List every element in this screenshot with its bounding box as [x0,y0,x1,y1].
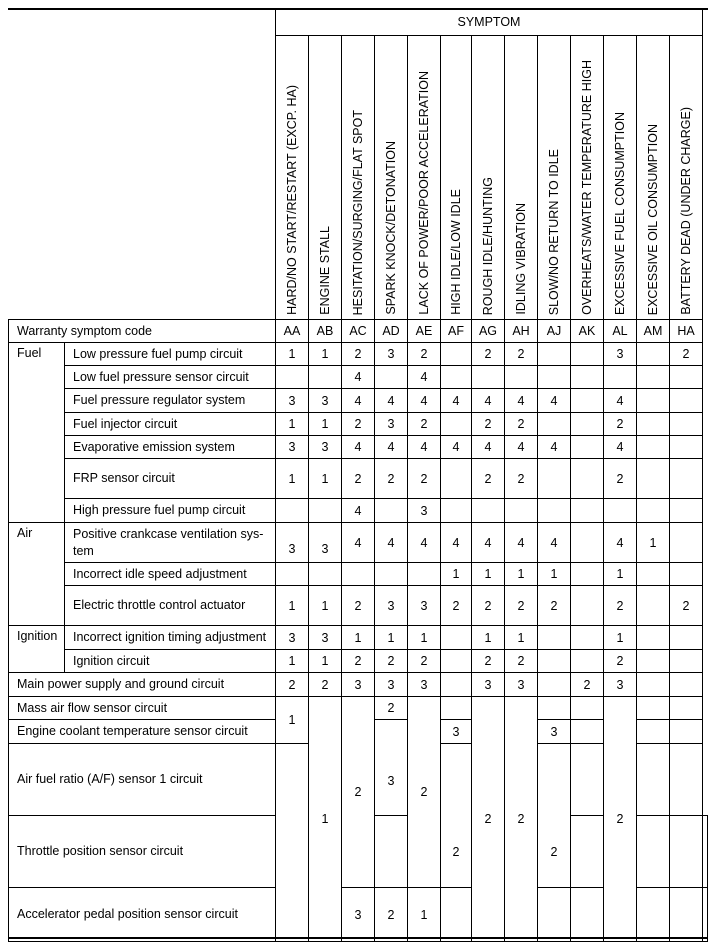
value-cell: 4 [408,436,441,459]
value-cell [375,499,408,523]
value-cell [703,888,708,942]
value-cell: 1 [309,343,342,366]
value-cell: 4 [342,436,375,459]
value-cell: 3 [375,343,408,366]
table-row [9,499,708,523]
value-cell [670,673,703,697]
value-cell: 3 [604,673,637,697]
value-cell: 2 [408,650,441,673]
value-cell: 2 [538,744,571,888]
value-cell: 3 [441,720,472,744]
symptom-name: EXCESSIVE FUEL CONSUMPTION [613,111,627,315]
value-cell: 2 [408,413,441,436]
value-cell [703,816,708,888]
category-fuel: Fuel [9,343,65,523]
value-cell: 1 [637,523,670,563]
value-cell: 4 [472,389,505,413]
row-label: Fuel injector circuit [65,413,276,436]
value-cell: 1 [309,697,342,942]
value-cell: 2 [505,459,538,499]
value-cell [571,499,604,523]
warranty-code: AD [375,320,408,343]
table-row [9,389,708,413]
value-cell: 2 [375,650,408,673]
warranty-code: AH [505,320,538,343]
value-cell: 4 [441,436,472,459]
value-cell [637,888,670,942]
value-cell [571,720,604,744]
value-cell: 2 [604,459,637,499]
symptom-column-header [408,36,441,320]
value-cell: 1 [276,413,309,436]
value-cell: 2 [472,586,505,626]
value-cell: 2 [441,586,472,626]
value-cell: 2 [472,650,505,673]
value-cell: 3 [309,626,342,650]
row-label: Air fuel ratio (A/F) sensor 1 circuit [9,744,276,816]
bottom-rule [8,937,708,939]
value-cell [670,626,703,650]
symptom-column-header [342,36,375,320]
warranty-code: AB [309,320,342,343]
value-cell [670,389,703,413]
value-cell [538,459,571,499]
category-ignition: Ignition [9,626,65,673]
row-label: High pressure fuel pump circuit [65,499,276,523]
warranty-code: AA [276,320,309,343]
value-cell [375,366,408,389]
value-cell: 2 [408,697,441,888]
value-cell [637,499,670,523]
value-cell: 2 [505,413,538,436]
symptom-column-header [505,36,538,320]
category-air: Air [9,523,65,626]
symptom-column-header [538,36,571,320]
value-cell [571,343,604,366]
value-cell: 1 [309,586,342,626]
table-row [9,343,708,366]
value-cell: 4 [441,523,472,563]
value-cell: 3 [276,436,309,459]
value-cell [604,499,637,523]
row-label: Main power supply and ground circuit [9,673,276,697]
value-cell [309,499,342,523]
value-cell [637,626,670,650]
value-cell: 1 [408,626,441,650]
value-cell [670,459,703,499]
value-cell [375,563,408,586]
symptom-name: BATTERY DEAD (UNDER CHARGE) [679,107,693,315]
value-cell: 4 [604,523,637,563]
symptom-name: HARD/NO START/RESTART (EXCP. HA) [285,85,299,315]
value-cell: 2 [505,586,538,626]
value-cell: 2 [342,586,375,626]
value-cell [538,673,571,697]
value-cell [670,563,703,586]
value-cell [441,459,472,499]
value-cell [571,744,604,816]
row-label: Throttle position sensor circuit [9,816,276,888]
value-cell: 1 [505,563,538,586]
row-label: Mass air flow sensor circuit [9,697,276,720]
warranty-code: AJ [538,320,571,343]
value-cell: 3 [309,436,342,459]
value-cell: 3 [276,389,309,413]
value-cell: 2 [342,459,375,499]
value-cell: 3 [408,673,441,697]
value-cell [441,366,472,389]
symptom-column-header [472,36,505,320]
value-cell: 2 [472,413,505,436]
symptom-column-header [309,36,342,320]
table-row [9,586,708,626]
value-cell [670,720,703,744]
table-row [9,459,708,499]
value-cell: 2 [604,697,637,942]
row-label: Incorrect idle speed adjustment [65,563,276,586]
value-cell: 2 [408,343,441,366]
table-row [9,650,708,673]
value-cell: 1 [408,888,441,942]
value-cell: 3 [309,523,342,563]
value-cell [637,343,670,366]
row-label: Accelerator pedal position sensor circuit [9,888,276,942]
value-cell: 1 [276,650,309,673]
value-cell [637,673,670,697]
row-label: FRP sensor circuit [65,459,276,499]
warranty-code: AG [472,320,505,343]
value-cell: 1 [276,697,309,744]
value-cell [571,816,604,888]
value-cell [637,697,670,720]
symptom-name: ROUGH IDLE/HUNTING [481,176,495,315]
value-cell: 3 [375,720,408,816]
table-row [9,563,708,586]
value-cell [571,586,604,626]
value-cell [571,563,604,586]
symptom-name: HESITATION/SURGING/FLAT SPOT [351,109,365,315]
value-cell [309,366,342,389]
warranty-code: AM [637,320,670,343]
value-cell [276,744,309,942]
value-cell [571,459,604,499]
row-label: Fuel pressure regulator system [65,389,276,413]
value-cell: 2 [670,343,703,366]
row-label: Engine coolant temperature sensor circuit [9,720,276,744]
value-cell [637,413,670,436]
value-cell: 2 [505,650,538,673]
symptom-name: SLOW/NO RETURN TO IDLE [547,148,561,315]
value-cell [441,499,472,523]
value-cell: 2 [375,697,408,720]
value-cell [441,888,472,942]
table-row [9,436,708,459]
value-cell [670,366,703,389]
value-cell [441,343,472,366]
symptom-name: ENGINE STALL [318,226,332,315]
symptom-column-header [571,36,604,320]
row-label: Incorrect ignition timing adjustment [65,626,276,650]
value-cell: 2 [441,744,472,888]
value-cell [670,413,703,436]
value-cell: 2 [342,650,375,673]
value-cell [637,389,670,413]
value-cell: 4 [408,389,441,413]
value-cell: 2 [472,459,505,499]
value-cell [538,366,571,389]
value-cell [472,499,505,523]
value-cell: 4 [342,499,375,523]
symptom-column-header [276,36,309,320]
value-cell [538,343,571,366]
value-cell: 2 [408,459,441,499]
value-cell: 3 [505,673,538,697]
value-cell: 3 [342,673,375,697]
value-cell: 4 [375,389,408,413]
table-row [9,888,708,942]
symptom-matrix-table [8,8,708,942]
value-cell: 4 [441,389,472,413]
value-cell [637,563,670,586]
value-cell: 4 [505,389,538,413]
value-cell [670,523,703,563]
warranty-code: AC [342,320,375,343]
value-cell [637,744,670,816]
value-cell: 1 [472,563,505,586]
value-cell [276,499,309,523]
symptom-name: EXCESSIVE OIL CONSUMPTION [646,123,660,315]
value-cell [538,413,571,436]
value-cell: 3 [309,389,342,413]
value-cell: 3 [276,523,309,563]
value-cell: 1 [604,563,637,586]
table-row [9,626,708,650]
value-cell: 2 [505,343,538,366]
value-cell: 1 [441,563,472,586]
value-cell: 2 [375,459,408,499]
value-cell: 2 [604,650,637,673]
value-cell: 2 [472,343,505,366]
value-cell: 2 [342,413,375,436]
symptom-column-header [375,36,408,320]
value-cell [375,816,408,888]
value-cell [276,366,309,389]
value-cell [441,697,472,720]
value-cell [538,697,571,720]
value-cell [637,650,670,673]
value-cell [472,366,505,389]
symptom-column-header [637,36,670,320]
warranty-code: AF [441,320,472,343]
value-cell [342,563,375,586]
value-cell: 3 [472,673,505,697]
value-cell [604,366,637,389]
warranty-code-row [9,320,708,343]
value-cell: 3 [375,586,408,626]
value-cell: 4 [538,389,571,413]
warranty-code: AL [604,320,637,343]
row-label: Ignition circuit [65,650,276,673]
value-cell: 4 [472,436,505,459]
value-cell: 2 [309,673,342,697]
table-row [9,697,708,720]
value-cell: 3 [375,413,408,436]
value-cell: 3 [408,499,441,523]
value-cell: 2 [472,697,505,942]
value-cell [637,366,670,389]
value-cell: 1 [472,626,505,650]
value-cell: 2 [670,586,703,626]
symptom-name: LACK OF POWER/POOR ACCELERATION [417,71,431,315]
value-cell [670,744,703,816]
value-cell [571,413,604,436]
value-cell: 3 [342,888,375,942]
value-cell [441,626,472,650]
value-cell: 1 [505,626,538,650]
value-cell [670,697,703,720]
value-cell: 4 [538,523,571,563]
value-cell: 4 [604,389,637,413]
value-cell [571,650,604,673]
value-cell: 1 [309,413,342,436]
value-cell: 1 [276,343,309,366]
value-cell [637,816,670,888]
row-label: Low pressure fuel pump circuit [65,343,276,366]
table-row [9,413,708,436]
value-cell [670,650,703,673]
row-label: Positive crankcase ventilation sys-tem [65,523,276,563]
value-cell: 1 [276,586,309,626]
symptom-title: SYMPTOM [276,9,703,36]
value-cell [637,459,670,499]
value-cell [571,366,604,389]
value-cell: 4 [342,523,375,563]
value-cell: 1 [538,563,571,586]
value-cell [571,626,604,650]
value-cell [505,499,538,523]
value-cell: 4 [342,389,375,413]
value-cell: 4 [505,436,538,459]
symptom-name: OVERHEATS/WATER TEMPERATURE HIGH [580,60,594,315]
value-cell: 2 [375,888,408,942]
table-row [9,366,708,389]
value-cell [538,888,571,942]
value-cell [538,626,571,650]
value-cell [538,499,571,523]
value-cell [637,586,670,626]
value-cell [637,720,670,744]
value-cell: 1 [309,459,342,499]
value-cell: 2 [505,697,538,942]
row-label: Electric throttle control actuator [65,586,276,626]
value-cell: 1 [309,650,342,673]
value-cell: 2 [571,673,604,697]
value-cell [571,888,604,942]
value-cell: 4 [505,523,538,563]
symptom-column-header [670,36,703,320]
value-cell: 3 [276,626,309,650]
value-cell [505,366,538,389]
value-cell: 2 [342,697,375,888]
value-cell [441,650,472,673]
value-cell: 1 [604,626,637,650]
value-cell [538,650,571,673]
value-cell [309,563,342,586]
value-cell [670,888,703,942]
table-row [9,523,708,563]
value-cell: 4 [408,366,441,389]
value-cell: 4 [538,436,571,459]
value-cell: 4 [604,436,637,459]
value-cell: 1 [276,459,309,499]
value-cell [670,499,703,523]
symptom-name: SPARK KNOCK/DETONATION [384,141,398,315]
value-cell: 2 [538,586,571,626]
value-cell: 4 [408,523,441,563]
blank-corner-cell [9,9,276,320]
table-row [9,673,708,697]
value-cell: 4 [375,523,408,563]
warranty-code: HA [670,320,703,343]
value-cell [408,563,441,586]
value-cell: 1 [375,626,408,650]
value-cell: 3 [538,720,571,744]
value-cell [571,697,604,720]
value-cell [670,436,703,459]
value-cell: 3 [408,586,441,626]
value-cell: 4 [375,436,408,459]
value-cell [571,389,604,413]
value-cell: 4 [342,366,375,389]
symptom-name: HIGH IDLE/LOW IDLE [449,189,463,315]
value-cell [441,413,472,436]
warranty-code: AK [571,320,604,343]
row-label: Evaporative emission system [65,436,276,459]
symptom-column-header [604,36,637,320]
value-cell: 2 [604,413,637,436]
warranty-code-label: Warranty symptom code [9,320,276,343]
warranty-code: AE [408,320,441,343]
row-label: Low fuel pressure sensor circuit [65,366,276,389]
value-cell: 2 [604,586,637,626]
value-cell [637,436,670,459]
symptom-name: IDLING VIBRATION [514,203,528,315]
value-cell: 2 [276,673,309,697]
value-cell: 3 [375,673,408,697]
value-cell [571,436,604,459]
value-cell: 4 [472,523,505,563]
value-cell: 1 [342,626,375,650]
value-cell [571,523,604,563]
value-cell [670,816,703,888]
symptom-column-header [441,36,472,320]
value-cell [441,673,472,697]
value-cell: 3 [604,343,637,366]
value-cell: 2 [342,343,375,366]
value-cell [276,563,309,586]
